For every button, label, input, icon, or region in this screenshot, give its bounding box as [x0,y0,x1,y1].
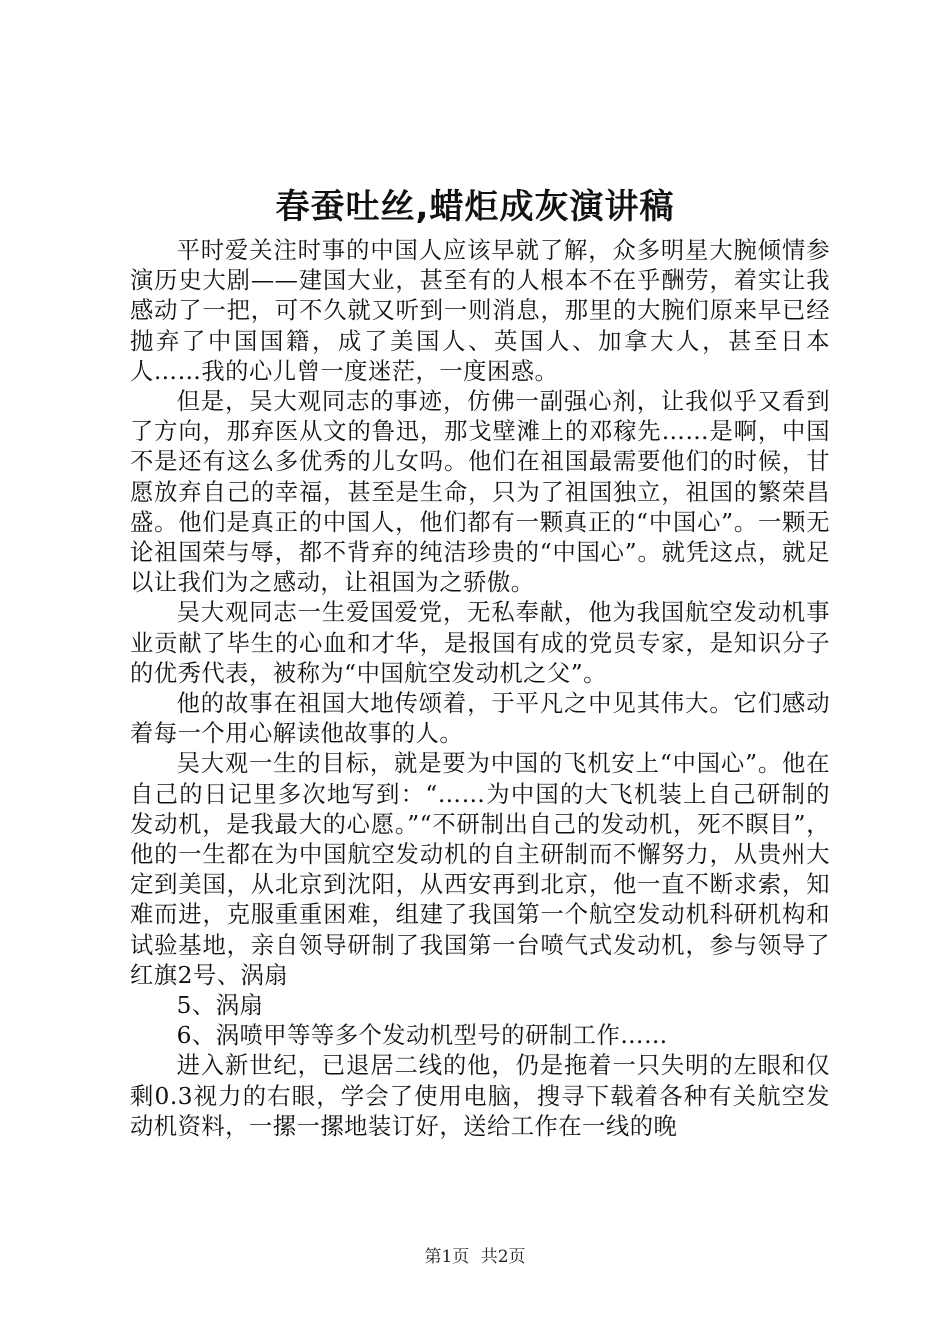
page-footer [0,1245,950,1269]
paragraph: 进入新世纪，已退居二线的他，仍是拖着一只失明的左眼和仅剩0.3视力的右眼，学会了使用电脑，搜寻下载着各种有关航空发动机资料，一摞一摞地装订好，送给工作在一线的晚 [130,1052,830,1140]
document-body [130,236,830,1142]
paragraph: 平时爱关注时事的中国人应该早就了解，众多明星大腕倾情参演历史大剧——建国大业，甚至有的人根本不在乎酬劳，着实让我感动了一把，可不久就又听到一则消息，那里的大腕们原来早已经抛弃了中国国籍，成了美国人、英国人、加拿大人，甚至日本人……我的心儿曾一度迷茫，一度困惑。 [130,237,830,385]
paragraph: 他的故事在祖国大地传颂着，于平凡之中见其伟大。它们感动着每一个用心解读他故事的人。 [130,690,830,748]
paragraph: 吴大观同志一生爱国爱党，无私奉献，他为我国航空发动机事业贡献了毕生的心血和才华，是报国有成的党员专家，是知识分子的优秀代表，被称为“中国航空发动机之父”。 [130,599,830,687]
page-number: 第1页 [424,1247,470,1267]
paragraph: 但是，吴大观同志的事迹，仿佛一副强心剂，让我似乎又看到了方向，那弃医从文的鲁迅，那戈壁滩上的邓稼先……是啊，中国不是还有这么多优秀的儿女吗。他们在祖国最需要他们的时候，甘愿放弃自己的幸福，甚至是生命，只为了祖国独立，祖国的繁荣昌盛。他们是真正的中国人，他们都有一颗真正的“中国心”。一颗无论祖国荣与辱，都不背弃的纯洁珍贵的“中国心”。就凭这点，就足以让我们为之感动，让祖国为之骄傲。 [130,388,830,597]
paragraph: 吴大观一生的目标，就是要为中国的飞机安上“中国心”。他在自己的日记里多次地写到：“……为中国的大飞机装上自己研制的发动机，是我最大的心愿。”“不研制出自己的发动机，死不瞑目”，他的一生都在为中国航空发动机的自主研制而不懈努力，从贵州大定到美国，从北京到沈阳，从西安再到北京，他一直不断求索，知难而进，克服重重困难，组建了我国第一个航空发动机科研机构和试验基地，亲自领导研制了我国第一台喷气式发动机，参与领导了红旗2号、涡扇 [130,750,830,989]
document-title: 春蚕吐丝,蜡炬成灰演讲稿 [275,187,675,227]
page-total: 共2页 [480,1247,526,1267]
paragraph: 6、涡喷甲等等多个发动机型号的研制工作…… [176,1022,668,1050]
paragraph: 5、涡扇 [176,992,264,1020]
